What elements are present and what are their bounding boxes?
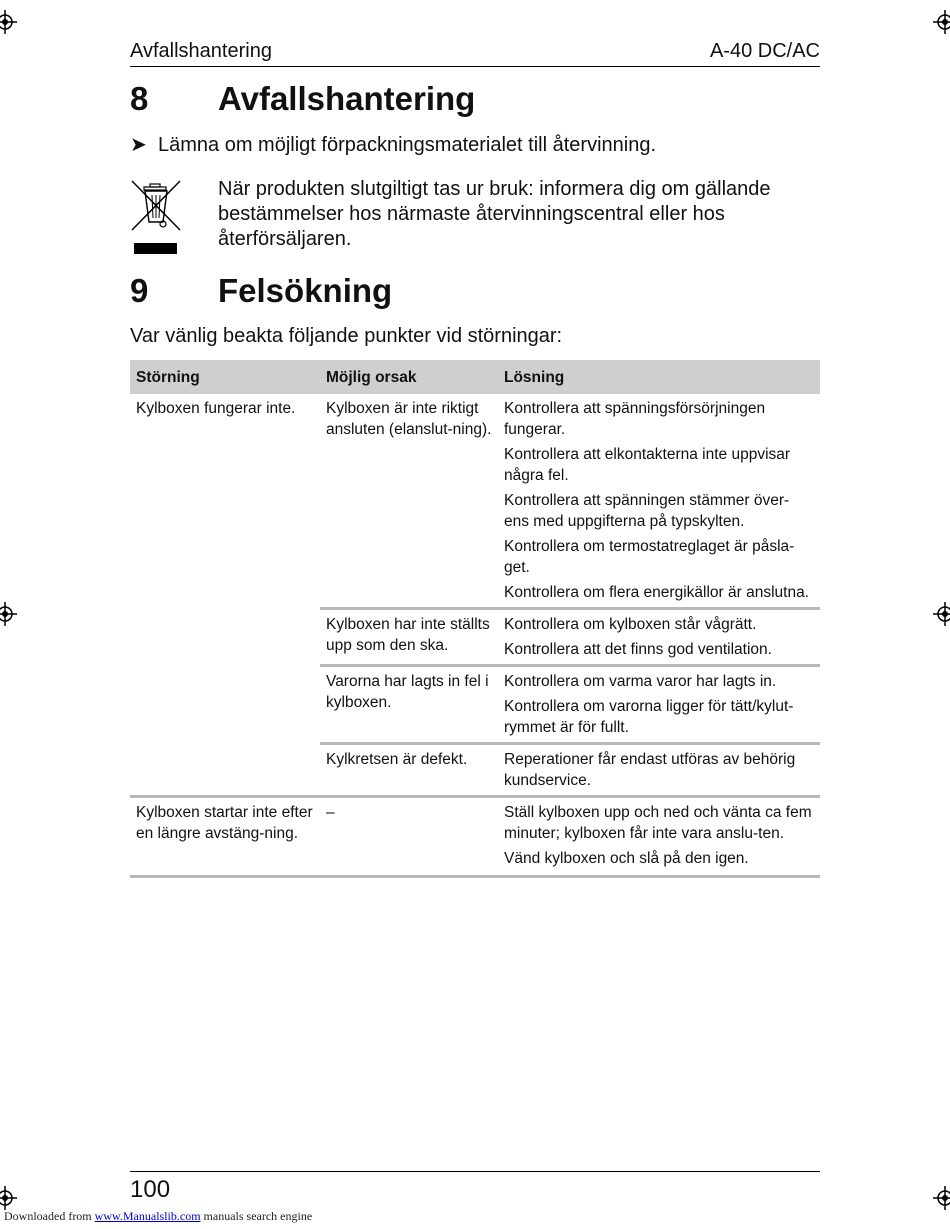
section-title: Felsökning xyxy=(218,272,393,309)
solution-item: Kontrollera att elkontakterna inte uppvisar några fel. xyxy=(504,446,791,484)
registration-mark-icon xyxy=(933,1186,950,1210)
section-number: 9 xyxy=(130,272,149,309)
fault-cell: Kylboxen fungerar inte. xyxy=(136,400,296,417)
fault-cell: Kylboxen startar inte efter en längre avstäng-ning. xyxy=(130,797,320,877)
solution-item: Ställ kylboxen upp och ned och vänta ca fem minuter; kylboxen får inte vara anslu-ten. xyxy=(504,804,812,842)
footer-divider xyxy=(130,1171,820,1172)
solution-cell xyxy=(498,666,820,744)
registration-mark-icon xyxy=(0,1186,17,1210)
instruction-text: Lämna om möjligt förpackningsmaterialet till återvinning. xyxy=(158,134,657,156)
solution-item: Kontrollera att spänningen stämmer över-ens med uppgifterna på typskylten. xyxy=(504,492,790,530)
table-header-row xyxy=(130,360,820,394)
solution-cell xyxy=(498,744,820,797)
registration-mark-icon xyxy=(0,602,17,626)
page-header xyxy=(130,38,820,67)
solution-item: Kontrollera om varorna ligger för tätt/kylut-rymmet är för fullt. xyxy=(504,698,794,736)
page-number: 100 xyxy=(130,1176,171,1203)
troubleshooting-table xyxy=(130,360,820,878)
solution-item: Kontrollera om varma varor har lagts in. xyxy=(504,673,777,690)
cause-cell: Varorna har lagts in fel i kylboxen. xyxy=(320,666,498,744)
crossed-bin-icon xyxy=(130,180,182,256)
section-title: Avfallshantering xyxy=(218,80,476,117)
cause-cell: Kylboxen har inte ställts upp som den ska. xyxy=(320,609,498,666)
table-row xyxy=(130,797,820,877)
cause-cell: – xyxy=(320,797,498,877)
solution-item: Kontrollera att det finns god ventilation. xyxy=(504,641,772,658)
table-row xyxy=(130,394,820,609)
header-section-title: Avfallshantering xyxy=(130,40,272,62)
solution-cell xyxy=(498,797,820,877)
registration-mark-icon xyxy=(0,10,17,34)
solution-cell xyxy=(498,609,820,666)
column-header-fault: Störning xyxy=(130,360,320,394)
section-number: 8 xyxy=(130,80,149,117)
solution-item: Reperationer får endast utföras av behörig kundservice. xyxy=(504,751,796,789)
registration-mark-icon xyxy=(933,602,950,626)
solution-cell xyxy=(498,394,820,609)
solution-item: Kontrollera om termostatreglaget är påsla-get. xyxy=(504,538,795,576)
cause-cell: Kylboxen är inte riktigt ansluten (elanslut-ning). xyxy=(326,400,492,438)
arrow-bullet-icon: ➤ xyxy=(130,134,147,156)
download-prefix: Downloaded from xyxy=(4,1209,95,1223)
solution-item: Kontrollera om kylboxen står vågrätt. xyxy=(504,616,757,633)
column-header-solution: Lösning xyxy=(498,360,820,394)
solution-item: Vänd kylboxen och slå på den igen. xyxy=(504,850,749,867)
manualslib-link[interactable]: www.Manualslib.com xyxy=(94,1209,201,1223)
disposal-info-text: När produkten slutgiltigt tas ur bruk: informera dig om gällande bestämmelser hos närmaste återvinningscentral eller hos återförsäljaren. xyxy=(218,178,771,250)
registration-mark-icon xyxy=(933,10,950,34)
download-suffix: manuals search engine xyxy=(200,1209,313,1223)
cause-cell: Kylkretsen är defekt. xyxy=(320,744,498,797)
solution-item: Kontrollera om flera energikällor är anslutna. xyxy=(504,584,809,601)
recycling-instruction xyxy=(130,132,656,157)
column-header-cause: Möjlig orsak xyxy=(320,360,498,394)
header-model: A-40 DC/AC xyxy=(709,40,820,62)
troubleshooting-intro: Var vänlig beakta följande punkter vid störningar: xyxy=(130,325,563,347)
download-note xyxy=(4,1209,312,1224)
solution-item: Kontrollera att spänningsförsörjningen fungerar. xyxy=(504,400,766,438)
